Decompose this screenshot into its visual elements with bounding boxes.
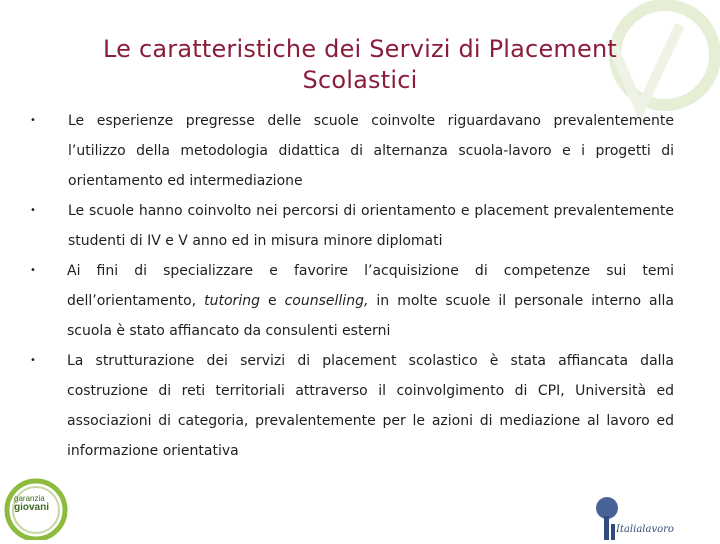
garanzia-word: garanzia (14, 494, 45, 503)
bullet-text-italic: tutoring (204, 293, 260, 309)
bullet-text-part: in molte scuole il personale interno alla scuola è stato affiancato da consulenti esterni (67, 293, 674, 339)
giovani-word: giovani (14, 502, 50, 513)
slide-title-line1: Le caratteristiche dei Servizi di Placement (103, 35, 617, 63)
bullet-item (28, 106, 674, 196)
bullet-dot: • (30, 355, 36, 366)
bullet-text: Le esperienze pregresse delle scuole coinvolte riguardavano prevalentemente l’utilizzo della metodologia didattica di alternanza scuola-lavoro e i progetti di orientamento ed intermediazione (68, 113, 674, 189)
bullet-text-part: Ai fini di specializzare e favorire l’acquisizione di competenze sui temi dell’orientamento, (67, 263, 674, 309)
slide-title (40, 34, 680, 96)
slide-title-line2: Scolastici (302, 66, 418, 94)
bullet-list (28, 106, 674, 466)
bullet-dot: • (30, 265, 36, 276)
bullet-item (28, 256, 674, 346)
bullet-item (28, 346, 674, 466)
bullet-item (28, 196, 674, 256)
italialavoro-text: Italialavoro (616, 524, 674, 535)
bullet-text-italic: counselling, (284, 293, 369, 309)
bullet-text-part: e (259, 293, 285, 309)
bullet-dot: • (30, 205, 36, 216)
garanzia-giovani-text (14, 494, 62, 512)
garanzia-giovani-logo (2, 474, 72, 540)
bullet-text: La strutturazione dei servizi di placement scolastico è stata affiancata dalla costruzione di reti territoriali attraverso il coinvolgimento di CPI, Università ed associazioni di categoria, prevalentemente per le azioni di mediazione al lavoro ed informazione orientativa (67, 353, 674, 459)
italialavoro-logo (592, 494, 702, 540)
bullet-dot: • (30, 115, 36, 126)
bullet-text: Le scuole hanno coinvolto nei percorsi di orientamento e placement prevalentemente studenti di IV e V anno ed in misura minore diplomati (68, 203, 674, 249)
